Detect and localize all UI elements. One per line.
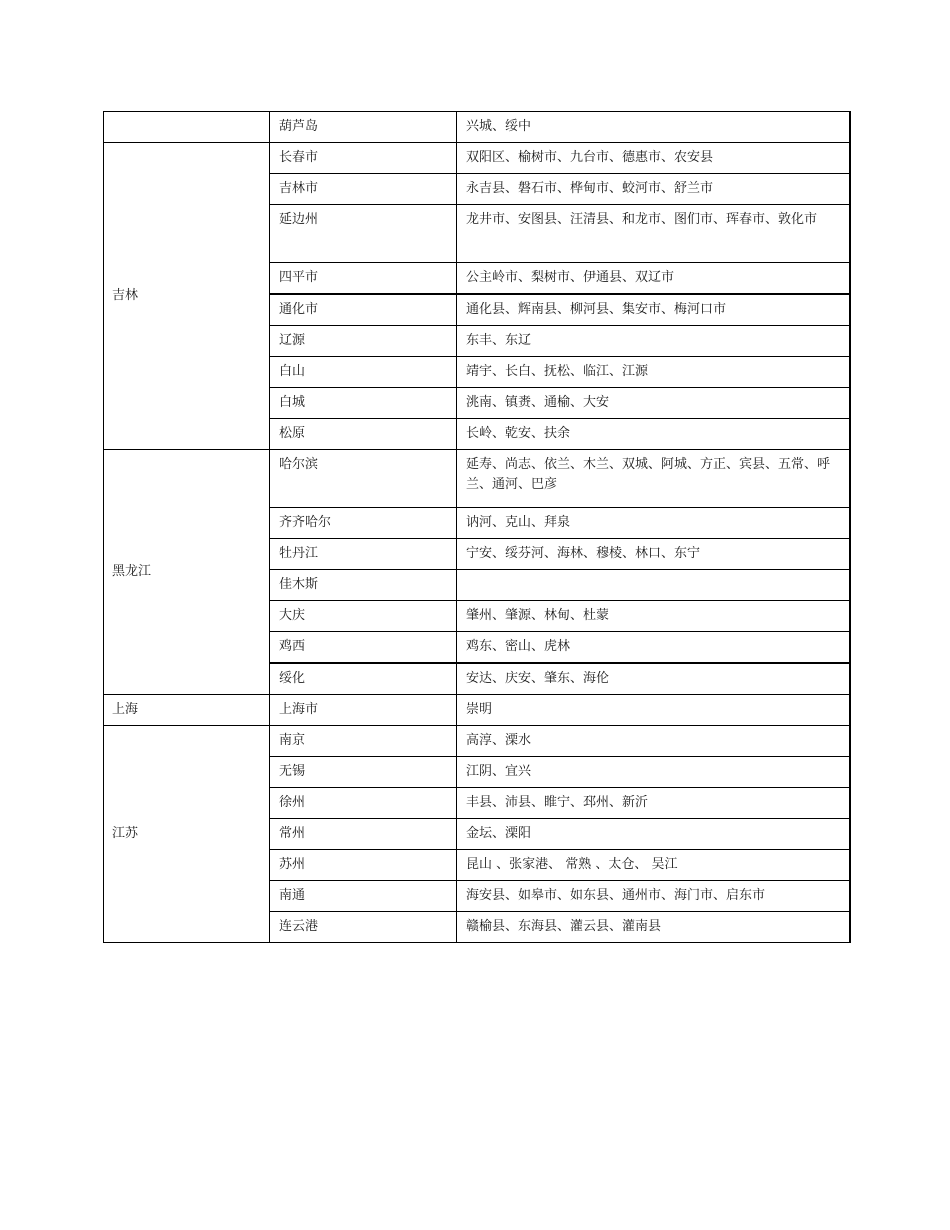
- counties-cell: 安达、庆安、肇东、海伦: [457, 663, 850, 695]
- city-cell: 长春市: [270, 143, 457, 174]
- counties-cell: 金坛、溧阳: [457, 819, 850, 850]
- counties-cell: 公主岭市、梨树市、伊通县、双辽市: [457, 263, 850, 295]
- city-cell: 鸡西: [270, 632, 457, 664]
- city-cell: 苏州: [270, 850, 457, 881]
- city-cell: 通化市: [270, 294, 457, 326]
- counties-cell: 靖宇、长白、抚松、临江、江源: [457, 357, 850, 388]
- counties-cell: 延寿、尚志、依兰、木兰、双城、阿城、方正、宾县、五常、呼兰、通河、巴彦: [457, 450, 850, 508]
- province-cell: 吉林: [104, 143, 270, 450]
- city-cell: 大庆: [270, 601, 457, 632]
- table-row: [104, 695, 850, 726]
- table-row: [104, 726, 850, 757]
- city-cell: 延边州: [270, 205, 457, 263]
- province-cell: 黑龙江: [104, 450, 270, 695]
- city-cell: 绥化: [270, 663, 457, 695]
- counties-cell: 丰县、沛县、睢宁、邳州、新沂: [457, 788, 850, 819]
- counties-cell: 兴城、绥中: [457, 112, 850, 143]
- counties-cell: 崇明: [457, 695, 850, 726]
- city-cell: 辽源: [270, 326, 457, 357]
- province-cell: 上海: [104, 695, 270, 726]
- province-cell: 江苏: [104, 726, 270, 943]
- city-cell: 葫芦岛: [270, 112, 457, 143]
- counties-cell: 永吉县、磐石市、桦甸市、蛟河市、舒兰市: [457, 174, 850, 205]
- counties-cell: 赣榆县、东海县、灌云县、灌南县: [457, 912, 850, 943]
- counties-cell: 洮南、镇赉、通榆、大安: [457, 388, 850, 419]
- table-row: [104, 450, 850, 508]
- counties-cell: 通化县、辉南县、柳河县、集安市、梅河口市: [457, 294, 850, 326]
- counties-cell: 龙井市、安图县、汪清县、和龙市、图们市、珲春市、敦化市: [457, 205, 850, 263]
- city-cell: 齐齐哈尔: [270, 508, 457, 539]
- city-cell: 松原: [270, 419, 457, 450]
- counties-cell: [457, 570, 850, 601]
- counties-cell: 东丰、东辽: [457, 326, 850, 357]
- counties-cell: 江阴、宜兴: [457, 757, 850, 788]
- province-cell: [104, 112, 270, 143]
- counties-cell: 双阳区、榆树市、九台市、德惠市、农安县: [457, 143, 850, 174]
- counties-cell: 鸡东、密山、虎林: [457, 632, 850, 664]
- table-row: [104, 143, 850, 174]
- city-cell: 白城: [270, 388, 457, 419]
- counties-cell: 长岭、乾安、扶余: [457, 419, 850, 450]
- city-cell: 吉林市: [270, 174, 457, 205]
- city-cell: 佳木斯: [270, 570, 457, 601]
- region-table-body: [104, 112, 850, 943]
- city-cell: 哈尔滨: [270, 450, 457, 508]
- counties-cell: 昆山 、张家港、 常熟 、太仓、 吴江: [457, 850, 850, 881]
- city-cell: 徐州: [270, 788, 457, 819]
- city-cell: 南京: [270, 726, 457, 757]
- region-table: [103, 111, 851, 943]
- counties-cell: 高淳、溧水: [457, 726, 850, 757]
- city-cell: 连云港: [270, 912, 457, 943]
- city-cell: 白山: [270, 357, 457, 388]
- counties-cell: 宁安、绥芬河、海林、穆棱、林口、东宁: [457, 539, 850, 570]
- city-cell: 四平市: [270, 263, 457, 295]
- city-cell: 牡丹江: [270, 539, 457, 570]
- counties-cell: 肇州、肇源、林甸、杜蒙: [457, 601, 850, 632]
- counties-cell: 讷河、克山、拜泉: [457, 508, 850, 539]
- city-cell: 上海市: [270, 695, 457, 726]
- counties-cell: 海安县、如皋市、如东县、通州市、海门市、启东市: [457, 881, 850, 912]
- city-cell: 南通: [270, 881, 457, 912]
- city-cell: 无锡: [270, 757, 457, 788]
- table-row: [104, 112, 850, 143]
- city-cell: 常州: [270, 819, 457, 850]
